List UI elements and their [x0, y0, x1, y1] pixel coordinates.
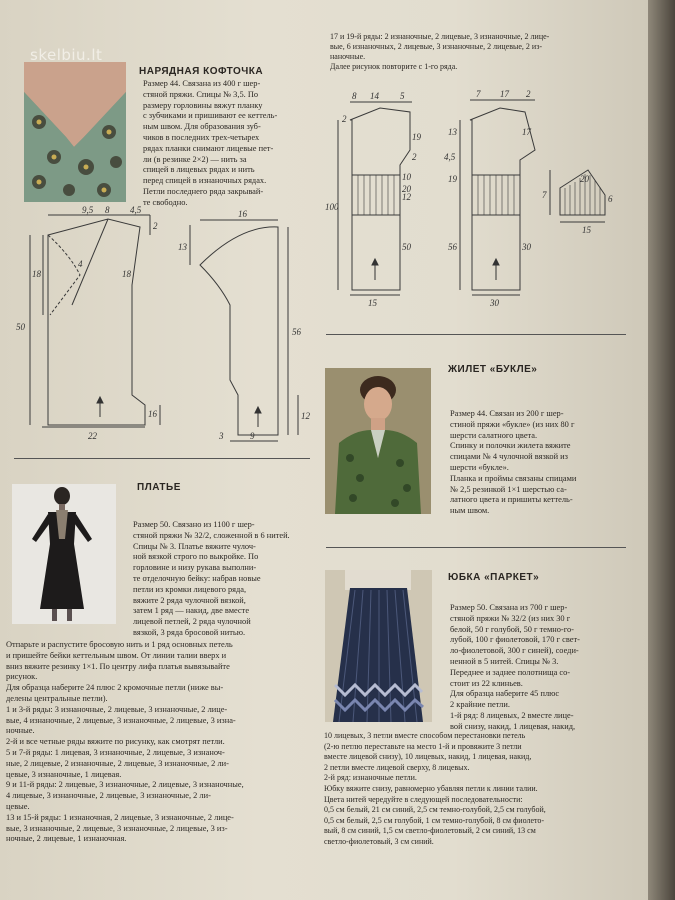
divider-left [14, 458, 310, 459]
label-12: 12 [301, 411, 310, 421]
vest-text: Размер 44. Связан из 200 г шер- стиной пряжи «букле» (из них 80 г шерсти салатного цвета. Спинку и полочки жилета вяжите спицами № 4 чулочной вязкой из шерсти «букле». Планка и проймы связаны спицами № 2,5 резинкой 1×1 шерстью са- латного цвета и пришиты кеттель- ным швом. [450, 409, 577, 516]
label-56: 56 [292, 327, 301, 337]
watermark: skelbiu.lt [30, 46, 103, 64]
skirt-photo [325, 570, 432, 722]
r-label-20b: 20 [580, 174, 589, 184]
label-9: 9 [250, 431, 255, 441]
r-label-17: 17 [500, 89, 509, 99]
skirt-text-2: 10 лицевых, 3 петли вместе способом перестановки петель (2-ю петлю переставьте на место 1-й и провяжите 3 петли вместе лицевой снизу), 10 лицевых, накид, 1 лицевая, накид, 2 петли вместе лицевой сверху, 8 лицевых. 2-й ряд: изнаночные петли. Юбку вяжите снизу, равномерно убавляя петли к линии талии. Цвета нитей чередуйте в следующей последовательности: 0,5 см белый, 21 см синий, 2,5 см темно-голубой, 2,5 см голубой, 0,5 см белый, 2,5 см голубой, 1 см темно-голубой, 8 см фиолето- вый, 8 см синий, 1,5 см светло-фиолетовый, 2 см синий, 13 см светло-фиолетовый, 3 см синий. [324, 731, 546, 846]
kofta-text: Размер 44. Связана из 400 г шер- стяной пряжи. Спицы № 3,5. По размеру горловины вяжут планку с зубчиками и пришивают ее кеттель- ным швом. Для образования зуб- чиков в последних трех-четырех рядах планки снимают лицевые пет- ли (в резинке 2×2) — нить за спицей в лицевых рядах и нить перед спицей в изнаночных рядах. Петли последнего ряда закрывай- те свободно. [143, 79, 278, 207]
label-3: 3 [219, 431, 224, 441]
r-label-2c: 2 [526, 89, 531, 99]
kofta-photo [24, 62, 126, 202]
divider-right-1 [326, 334, 626, 335]
r-label-14: 14 [370, 91, 379, 101]
dress-title: ПЛАТЬЕ [137, 482, 181, 493]
r-label-8: 8 [352, 91, 357, 101]
r-label-19b: 19 [448, 174, 457, 184]
label-8: 8 [105, 205, 110, 215]
rows-continued-text: 17 и 19-й ряды: 2 изнаночные, 2 лицевые, 3 изнаночные, 2 лице- вые, 6 изнаночных, 2 лицевые, 3 изнаночные, 2 лицевые, 2 из- наночные. Далее рисунок повторите с 1-го ряда. [330, 32, 550, 71]
kofta-title: НАРЯДНАЯ КОФТОЧКА [139, 66, 264, 77]
r-label-56: 56 [448, 242, 457, 252]
label-2: 2 [153, 221, 158, 231]
vest-photo [325, 368, 431, 514]
r-label-17b: 17 [522, 127, 531, 137]
label-16-hem: 16 [148, 409, 157, 419]
dress-text-2: Отпарьте и распустите бросовую нить и 1 ряд основных петель и пришейте бейки кеттельным швом. От линии талии вверх и вниз вяжите резинку 1×1. По центру лифа платья вывязывайте рисунок. Для образца наберите 24 плюс 2 кромочные петли (ниже вы- делены центральные петли). 1 и 3-й ряды: 3 изнаночные, 2 лицевые, 3 изнаночные, 2 лице- вые, 4 изнаночные, 2 лицевые, 3 изнаночные, 2 лицевые, 3 изна- ночные. 2-й и все четные ряды вяжите по рисунку, как смотрят петли. 5 и 7-й ряды: 1 лицевая, 3 изнаночные, 2 лицевые, 3 изнаноч- ные, 2 лицевые, 2 изнаночные, 2 лицевые, 3 изнаночные, 2 ли- цевые, 3 изнаночные, 1 лицевая. 9 и 11-й ряды: 2 лицевые, 3 изнаночные, 2 лицевые, 3 изнаночные, 4 лицевые, 3 изнаночные, 2 лицевые, 3 изнаночные, 2 ли- цевые. 13 и 15-й ряды: 1 изнаночная, 2 лицевые, 3 изнаночные, 2 лице- вые, 3 изнаночные, 2 лицевые, 3 изнаночные, 2 лицевые, 3 из- ночные, 2 лицевые, 1 изнаночная. [6, 640, 244, 844]
r-label-6: 6 [608, 194, 613, 204]
r-label-5: 5 [400, 91, 405, 101]
r-label-2b: 2 [412, 152, 417, 162]
r-label-15b: 15 [582, 225, 591, 235]
label-4: 4 [78, 259, 83, 269]
label-50: 50 [16, 322, 25, 332]
r-label-10: 10 [402, 172, 411, 182]
r-label-7: 7 [476, 89, 481, 99]
label-4-5: 4,5 [130, 205, 142, 215]
r-label-19a: 19 [412, 132, 421, 142]
label-18-left: 18 [32, 269, 41, 279]
r-label-12: 12 [402, 192, 411, 202]
vest-title: ЖИЛЕТ «БУКЛЕ» [448, 364, 538, 375]
r-label-30a: 30 [522, 242, 531, 252]
r-label-20: 20 [402, 184, 411, 194]
r-label-15: 15 [368, 298, 377, 308]
kofta-pattern-diagram [10, 205, 310, 445]
r-label-30b: 30 [490, 298, 499, 308]
skirt-text-1: Размер 50. Связана из 700 г шер- стяной пряжи № 32/2 (из них 30 г белой, 50 г голубой, 50 г темно-го- лубой, 100 г фиолетовой, 170 г свет- ло-фиолетовой, 300 г синей), соеди- ненной в 5 нитей. Спицы № 3. Переднее и заднее полотнища со- стоит из 22 клиньев. Для образца наберите 45 плюс 2 крайние петли. 1-й ряд: 8 лицевых, 2 вместе лице- вой снизу, накид, 1 лицевая, накид, [450, 603, 580, 731]
dress-photo [12, 484, 116, 624]
label-18-right: 18 [122, 269, 131, 279]
page-edge-shadow [648, 0, 675, 900]
label-9-5: 9,5 [82, 205, 94, 215]
r-label-50: 50 [402, 242, 411, 252]
r-label-4-5: 4,5 [444, 152, 456, 162]
dress-pattern-diagram [320, 90, 640, 310]
skirt-title: ЮБКА «ПАРКЕТ» [448, 572, 540, 583]
label-13: 13 [178, 242, 187, 252]
r-label-2a: 2 [342, 114, 347, 124]
r-label-7b: 7 [542, 190, 547, 200]
dress-text-1: Размер 50. Связано из 1100 г шер- стяной пряжи № 32/2, сложенной в 6 нитей. Спицы № 3. Платье вяжите чулоч- ной вязкой строго по выкройке. По горловине и низу рукава выполни- те отделочную бейку: набрав новые петли из кромки лицевого ряда, вяжите 2 ряда чулочной вязкой, затем 1 ряд — накид, две вместе лицевой петлей, 2 ряда чулочной вязкой, 3 ряда бросовой нитью. [133, 520, 290, 637]
label-16-sleeve: 16 [238, 209, 247, 219]
r-label-100: 100 [325, 202, 339, 212]
label-22: 22 [88, 431, 97, 441]
r-label-13: 13 [448, 127, 457, 137]
divider-right-2 [326, 547, 626, 548]
